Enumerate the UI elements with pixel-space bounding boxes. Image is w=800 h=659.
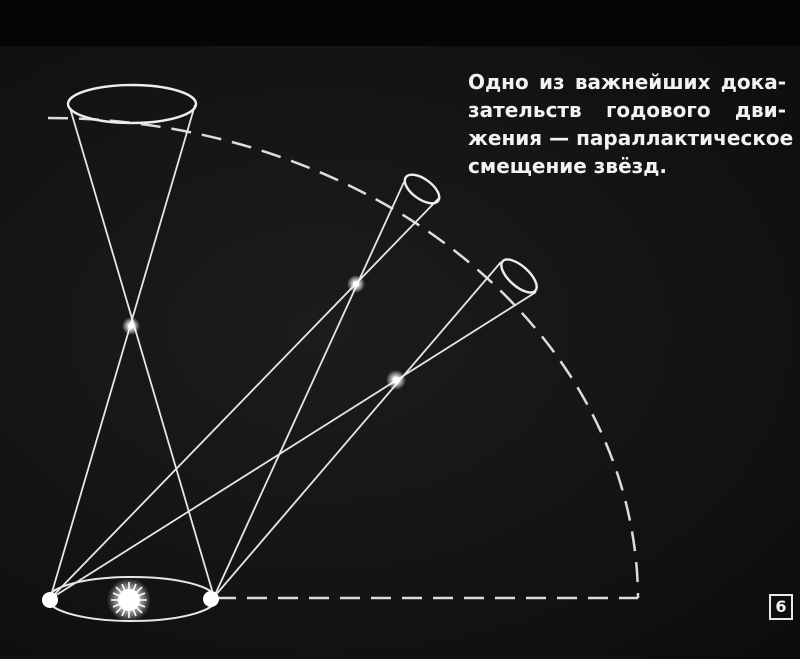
caption-text: [468, 68, 794, 180]
caption-line: смещение звёзд.: [468, 154, 668, 178]
star-icon: [347, 275, 365, 293]
sight-line: [70, 108, 214, 597]
parallax-ellipse-1: [68, 85, 196, 123]
earth-position-icon: [203, 591, 219, 607]
caption-line: Одно из важнейших дока-: [468, 70, 786, 94]
sun-icon: [107, 578, 151, 622]
star-icon: [122, 317, 140, 335]
caption-line: зательств годового дви-: [468, 98, 786, 122]
frame-number-badge: 6: [769, 594, 793, 620]
caption-line: жения — параллактическое: [468, 126, 794, 150]
earth-position-icon: [42, 592, 58, 608]
celestial-sphere-arc: [48, 118, 638, 598]
parallax-ellipse-2: [400, 169, 444, 209]
sight-line: [50, 292, 536, 599]
sight-line: [214, 182, 404, 597]
sight-line: [214, 262, 501, 597]
star-icon: [386, 370, 406, 390]
